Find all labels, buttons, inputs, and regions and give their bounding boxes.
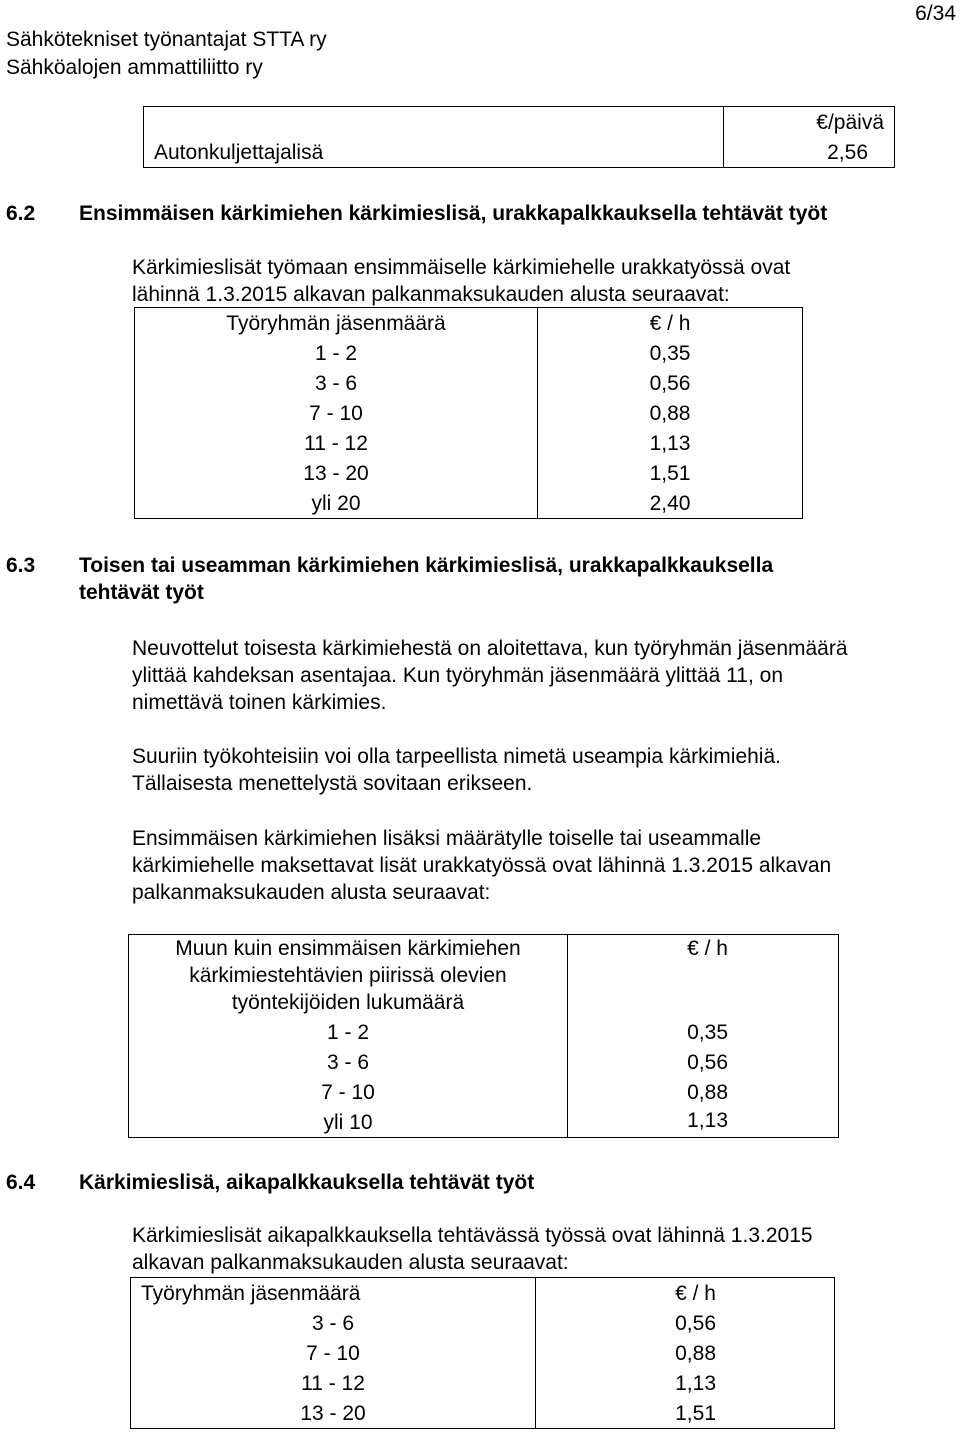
column-header-group-size: Työryhmän jäsenmäärä — [135, 308, 538, 339]
foreman-hourly-table — [130, 1277, 835, 1429]
driver-allowance-table — [143, 106, 895, 168]
section-6-2-intro — [132, 254, 932, 308]
paragraph-line: Tällaisesta menettelystä sovitaan erikseen. — [132, 772, 533, 795]
section-6-4-intro-line: Kärkimieslisät aikapalkkauksella tehtävässä työssä ovat lähinnä 1.3.2015 — [132, 1224, 813, 1247]
section-6-2-intro-line: Kärkimieslisät työmaan ensimmäiselle kärkimiehelle urakkatyössä ovat — [132, 256, 791, 279]
section-6-2-heading — [6, 200, 946, 228]
section-6-3-title-line: Toisen tai useamman kärkimiehen kärkimieslisä, urakkapalkkauksella — [79, 554, 774, 577]
header-org-employers: Sähkötekniset työnantajat STTA ry — [6, 28, 327, 51]
table-row: 7 - 10 0,88 — [131, 1338, 835, 1368]
column-header-worker-count: Muun kuin ensimmäisen kärkimiehen kärkimiestehtävien piirissä olevien työntekijöiden lukumäärä — [129, 935, 568, 1018]
section-6-4-intro-line: alkavan palkanmaksukauden alusta seuraavat: — [132, 1251, 569, 1274]
section-6-3-number: 6.3 — [6, 554, 36, 577]
paragraph-line: Neuvottelut toisesta kärkimiehestä on aloitettava, kun työryhmän jäsenmäärä — [132, 637, 848, 660]
section-6-4-intro — [132, 1222, 932, 1276]
first-foreman-piecework-table — [134, 307, 803, 519]
table-row: yli 10 1,13 — [129, 1107, 839, 1138]
document-header — [6, 26, 327, 82]
paragraph-line: Ensimmäisen kärkimiehen lisäksi määrätylle toiselle tai useammalle — [132, 827, 762, 850]
section-6-2-number: 6.2 — [6, 202, 36, 225]
table-row: 3 - 6 0,56 — [129, 1047, 839, 1077]
section-6-4-heading — [6, 1169, 946, 1197]
column-header-eur-per-hour: € / h — [536, 1278, 835, 1309]
allowance-label: Autonkuljettajalisä — [144, 137, 724, 168]
table-row: 3 - 6 0,56 — [131, 1308, 835, 1338]
section-6-3-paragraph-2 — [132, 743, 932, 797]
section-6-3-title — [79, 552, 879, 606]
table-row: 13 - 20 1,51 — [131, 1398, 835, 1429]
table-row: 13 - 20 1,51 — [135, 458, 803, 488]
section-6-3-title-line: tehtävät työt — [79, 581, 204, 604]
table-header-row — [129, 935, 839, 1018]
table-row: 11 - 12 1,13 — [131, 1368, 835, 1398]
section-6-3-paragraph-3 — [132, 825, 932, 906]
section-6-3-paragraph-1 — [132, 635, 932, 716]
table-row: 11 - 12 1,13 — [135, 428, 803, 458]
table-row: 1 - 2 0,35 — [135, 338, 803, 368]
column-header-group-size: Työryhmän jäsenmäärä — [131, 1278, 536, 1309]
table-row: 3 - 6 0,56 — [135, 368, 803, 398]
page-number: 6/34 — [915, 2, 956, 25]
paragraph-line: palkanmaksukauden alusta seuraavat: — [132, 881, 491, 904]
paragraph-line: ylittää kahdeksan asentajaa. Kun työryhmän jäsenmäärä ylittää 11, on — [132, 664, 783, 687]
section-6-2-title: Ensimmäisen kärkimiehen kärkimieslisä, urakkapalkkauksella tehtävät työt — [79, 202, 828, 225]
section-6-3-heading — [6, 552, 946, 608]
table-row: 7 - 10 0,88 — [135, 398, 803, 428]
paragraph-line: Suuriin työkohteisiin voi olla tarpeellista nimetä useampia kärkimiehiä. — [132, 745, 781, 768]
paragraph-line: kärkimiehelle maksettavat lisät urakkatyössä ovat lähinnä 1.3.2015 alkavan — [132, 854, 832, 877]
second-foreman-piecework-table — [128, 934, 839, 1138]
allowance-unit: €/päivä — [724, 107, 895, 138]
section-6-2-intro-line: lähinnä 1.3.2015 alkavan palkanmaksukauden alusta seuraavat: — [132, 283, 730, 306]
table-row: 1 - 2 0,35 — [129, 1017, 839, 1047]
column-header-eur-per-hour: € / h — [568, 935, 839, 1018]
table-row: yli 20 2,40 — [135, 488, 803, 519]
section-6-4-number: 6.4 — [6, 1171, 36, 1194]
table-header-row — [135, 308, 803, 339]
table-header-row — [131, 1278, 835, 1309]
column-header-eur-per-hour: € / h — [538, 308, 803, 339]
paragraph-line: nimettävä toinen kärkimies. — [132, 691, 387, 714]
allowance-value: 2,56 — [724, 137, 895, 168]
section-6-4-title: Kärkimieslisä, aikapalkkauksella tehtävät työt — [79, 1171, 535, 1194]
header-org-union: Sähköalojen ammattiliitto ry — [6, 56, 263, 79]
table-row: 7 - 10 0,88 — [129, 1077, 839, 1107]
